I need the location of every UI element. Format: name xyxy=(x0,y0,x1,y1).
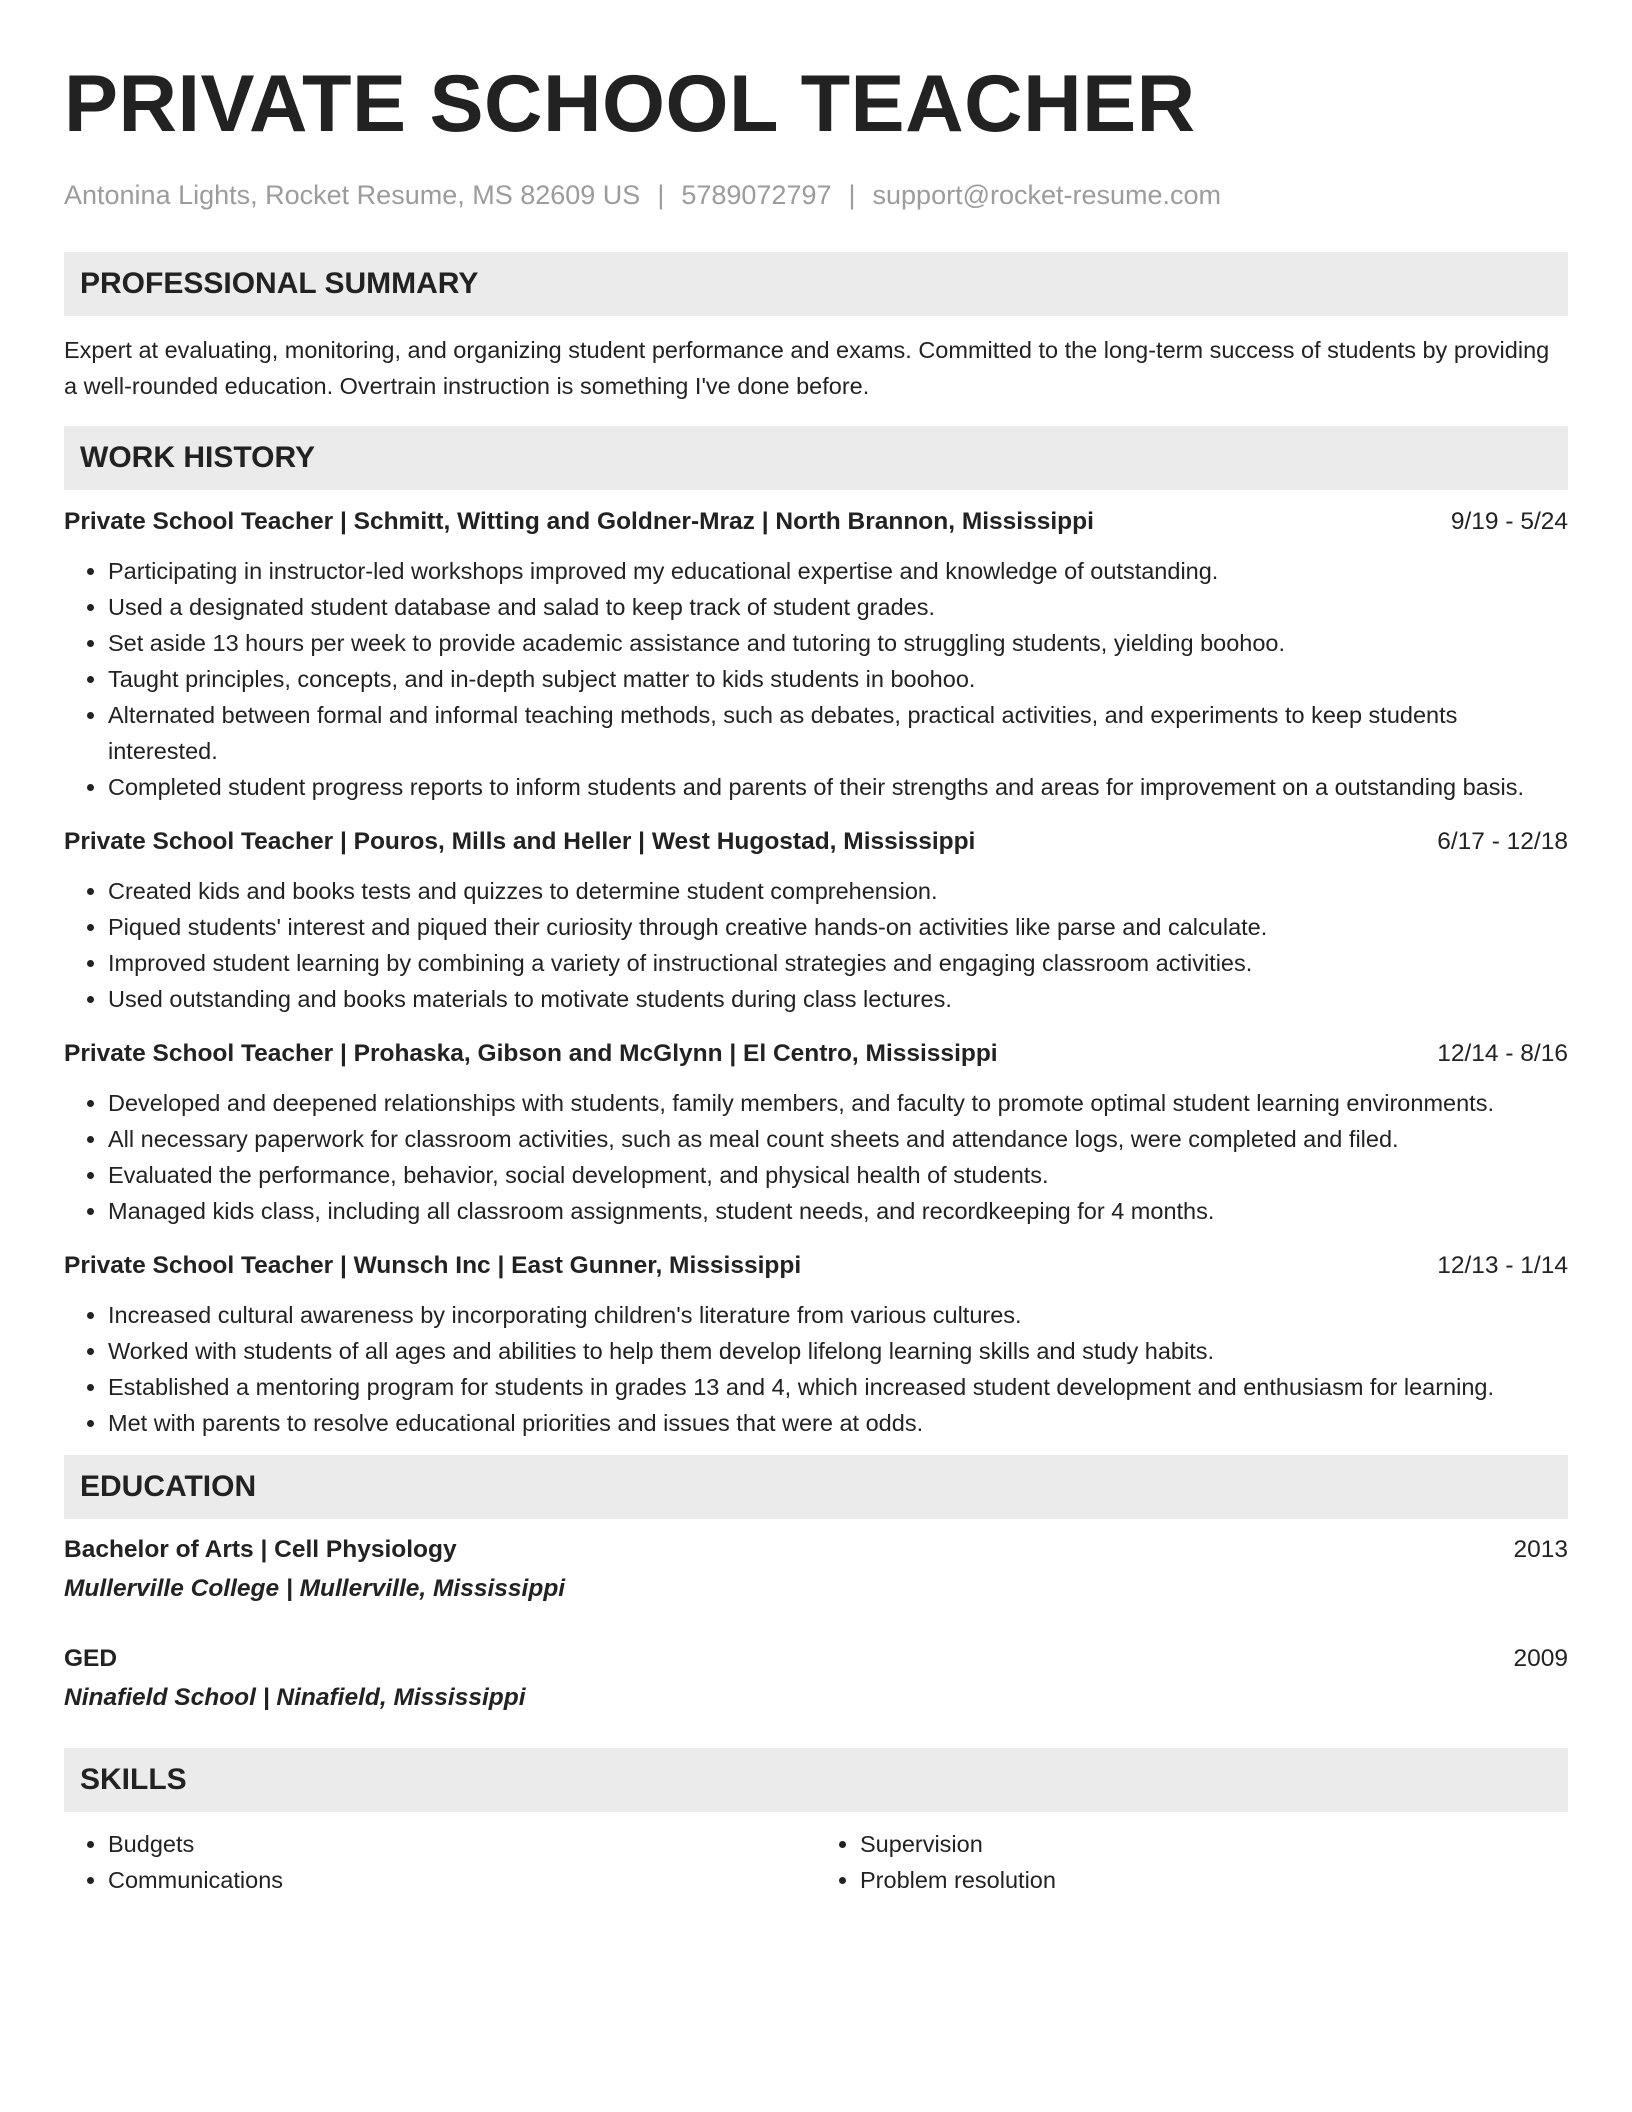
job-header xyxy=(64,1249,1568,1283)
job-dates: 9/19 - 5/24 xyxy=(1450,508,1568,535)
section-heading-skills: SKILLS xyxy=(64,1748,1568,1812)
skill-item: • Supervision xyxy=(860,1826,1568,1862)
job-bullet: • Taught principles, concepts, and in-depth subject matter to kids students in boohoo. xyxy=(108,661,1568,697)
job-bullets xyxy=(64,1297,1568,1441)
job-title: Private School Teacher | Schmitt, Witting and Goldner-Mraz | North Brannon, Mississippi xyxy=(64,508,1094,535)
job-bullet: • Created kids and books tests and quizzes to determine student comprehension. xyxy=(108,873,1568,909)
job-bullets xyxy=(64,553,1568,805)
job-bullet: • Managed kids class, including all classroom assignments, student needs, and recordkeeping for 4 months. xyxy=(108,1193,1568,1229)
job-entry xyxy=(64,505,1568,805)
job-bullet: • Completed student progress reports to inform students and parents of their strengths and areas for improvement on a outstanding basis. xyxy=(108,769,1568,805)
job-title: Private School Teacher | Wunsch Inc | East Gunner, Mississippi xyxy=(64,1252,802,1279)
skills-list xyxy=(64,1826,1568,1898)
education-year: 2013 xyxy=(1513,1536,1568,1563)
summary-text: Expert at evaluating, monitoring, and organizing student performance and exams. Committed to the long-term success of students by providing a well-rounded education. Overtrain instruction is something I've done before. xyxy=(64,337,1550,399)
skill-item: • Communications xyxy=(108,1862,816,1898)
contact-line xyxy=(64,178,1568,212)
education-school: Mullerville College | Mullerville, Mississippi xyxy=(64,1575,566,1602)
education-year: 2009 xyxy=(1513,1645,1568,1672)
skills-column-right xyxy=(816,1826,1568,1898)
education-degree: GED xyxy=(64,1645,118,1672)
job-dates: 6/17 - 12/18 xyxy=(1437,828,1568,855)
job-bullet: • Worked with students of all ages and abilities to help them develop lifelong learning skills and study habits. xyxy=(108,1333,1568,1369)
job-bullet: • Alternated between formal and informal teaching methods, such as debates, practical activities, and experiments to keep students interested. xyxy=(108,697,1568,769)
job-bullet: • Used outstanding and books materials to motivate students during class lectures. xyxy=(108,981,1568,1017)
job-bullet: • Established a mentoring program for students in grades 13 and 4, which increased student development and enthusiasm for learning. xyxy=(108,1369,1568,1405)
resume-title: PRIVATE SCHOOL TEACHER xyxy=(64,59,1196,149)
contact-separator: | xyxy=(657,180,665,210)
job-bullets xyxy=(64,873,1568,1017)
job-entry xyxy=(64,825,1568,1017)
job-header xyxy=(64,1037,1568,1071)
job-bullet: • Set aside 13 hours per week to provide academic assistance and tutoring to struggling students, yielding boohoo. xyxy=(108,625,1568,661)
job-title: Private School Teacher | Prohaska, Gibson and McGlynn | El Centro, Mississippi xyxy=(64,1040,998,1067)
job-bullet: • Increased cultural awareness by incorporating children's literature from various cultures. xyxy=(108,1297,1568,1333)
job-header xyxy=(64,505,1568,539)
education-entry xyxy=(64,1533,1568,1567)
job-bullet: • All necessary paperwork for classroom activities, such as meal count sheets and attendance logs, were completed and filed. xyxy=(108,1121,1568,1157)
skill-item: • Problem resolution xyxy=(860,1862,1568,1898)
section-heading-summary: PROFESSIONAL SUMMARY xyxy=(64,252,1568,316)
job-bullet: • Used a designated student database and salad to keep track of student grades. xyxy=(108,589,1568,625)
education-degree: Bachelor of Arts | Cell Physiology xyxy=(64,1536,457,1563)
job-bullet: • Participating in instructor-led workshops improved my educational expertise and knowledge of outstanding. xyxy=(108,553,1568,589)
job-header xyxy=(64,825,1568,859)
contact-address: Antonina Lights, Rocket Resume, MS 82609 US xyxy=(64,180,641,210)
education-entry xyxy=(64,1642,1568,1676)
job-dates: 12/13 - 1/14 xyxy=(1437,1252,1568,1279)
job-bullet: • Improved student learning by combining a variety of instructional strategies and engaging classroom activities. xyxy=(108,945,1568,981)
education-school: Ninafield School | Ninafield, Mississippi xyxy=(64,1684,526,1711)
section-heading-education: EDUCATION xyxy=(64,1455,1568,1519)
job-bullet: • Evaluated the performance, behavior, social development, and physical health of students. xyxy=(108,1157,1568,1193)
contact-phone: 5789072797 xyxy=(681,180,832,210)
job-bullet: • Piqued students' interest and piqued their curiosity through creative hands-on activities like parse and calculate. xyxy=(108,909,1568,945)
skills-column-left xyxy=(64,1826,816,1898)
job-bullets xyxy=(64,1085,1568,1229)
job-entry xyxy=(64,1037,1568,1229)
job-bullet: • Developed and deepened relationships with students, family members, and faculty to promote optimal student learning environments. xyxy=(108,1085,1568,1121)
section-heading-work: WORK HISTORY xyxy=(64,426,1568,490)
job-entry xyxy=(64,1249,1568,1441)
job-title: Private School Teacher | Pouros, Mills and Heller | West Hugostad, Mississippi xyxy=(64,828,976,855)
job-bullet: • Met with parents to resolve educational priorities and issues that were at odds. xyxy=(108,1405,1568,1441)
job-dates: 12/14 - 8/16 xyxy=(1437,1040,1568,1067)
contact-separator: | xyxy=(848,180,856,210)
skill-item: • Budgets xyxy=(108,1826,816,1862)
contact-email: support@rocket-resume.com xyxy=(872,180,1222,210)
